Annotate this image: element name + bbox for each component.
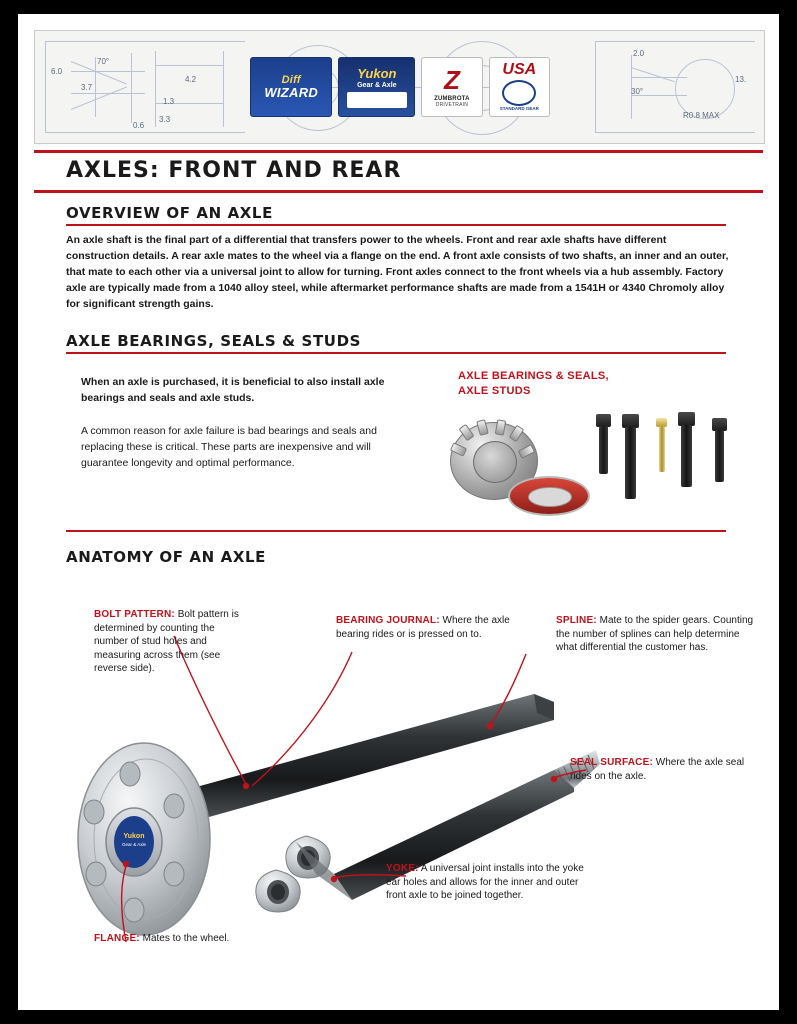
stud-shaft-3 bbox=[659, 426, 665, 472]
bp-label-3: 3.7 bbox=[81, 83, 93, 92]
logo-yukon bbox=[338, 57, 415, 117]
bp-label-4: 1.3 bbox=[163, 97, 175, 106]
stud-shaft-1 bbox=[599, 426, 608, 474]
bp-label-6: 3.3 bbox=[159, 115, 171, 124]
callout-seal-surface bbox=[570, 756, 756, 783]
bearings-caption-line2: AXLE STUDS bbox=[458, 385, 531, 397]
callout-bolt-pattern bbox=[94, 608, 244, 676]
callout-bearing-journal-term: BEARING JOURNAL: bbox=[336, 615, 440, 626]
bearings-caption-line1: AXLE BEARINGS & SEALS, bbox=[458, 370, 609, 382]
callout-yoke bbox=[386, 862, 596, 903]
svg-text:Gear & Axle: Gear & Axle bbox=[121, 842, 147, 847]
logo-diff-wizard-line2: WIZARD bbox=[264, 85, 319, 100]
callout-seal-surface-text: Where the axle seal rides on the axle. bbox=[570, 757, 745, 782]
logo-diff-wizard bbox=[250, 57, 332, 117]
overview-rule bbox=[66, 224, 726, 226]
title-rule-bottom bbox=[34, 190, 763, 193]
bp-label-9: 13. bbox=[735, 75, 747, 84]
overview-paragraph: An axle shaft is the final part of a differential that transfers power to the wheels. Front and rear axle shafts have different construction details. A rear axle mates to the wheel via a flange on the end. A front axle consists of two shafts, an inner and an outer, that mate to each other via a universal joint to allow for turning. Front axles connect to the front wheels via a hub assembly. Factory axle are typically made from a 1040 alloy steel, while aftermarket performance shafts are made from a 1541H or 4340 Chromoly alloy for significant strength gains. bbox=[66, 234, 729, 310]
bearings-paragraph-1: When an axle is purchased, it is beneficial to also install axle bearings and seals and axle studs. bbox=[81, 376, 385, 404]
callout-flange bbox=[94, 932, 334, 946]
bearings-paragraph-2: A common reason for axle failure is bad bearings and seals and replacing these is critical. These parts are inexpensive and will guarantee longevity and optimal performance. bbox=[81, 425, 377, 469]
bp-label-2: 4.2 bbox=[185, 75, 197, 84]
bearings-image-caption bbox=[458, 369, 678, 399]
svg-text:Yukon: Yukon bbox=[123, 833, 145, 840]
bp-label-10: R0.8 MAX bbox=[683, 111, 720, 120]
callout-seal-surface-term: SEAL SURFACE: bbox=[570, 757, 653, 768]
stud-head-2 bbox=[622, 414, 639, 428]
callout-bearing-journal-text: Where the axle bearing rides or is pressed on to. bbox=[336, 615, 510, 640]
logo-yukon-bar bbox=[347, 92, 407, 108]
header-blueprint-band bbox=[34, 30, 765, 144]
callout-yoke-text: A universal joint installs into the yoke ear holes and allows for the inner and outer front axle to be joined together. bbox=[386, 863, 584, 901]
page-title: AXLES: FRONT AND REAR bbox=[66, 158, 402, 183]
logo-usa-line2: STANDARD GEAR bbox=[499, 106, 539, 112]
logo-usa-line1: USA bbox=[502, 61, 537, 79]
bearings-rule bbox=[66, 352, 726, 354]
callout-yoke-term: YOKE: bbox=[386, 863, 419, 874]
logo-zumbrota-line2: ZUMBROTA bbox=[434, 95, 470, 102]
callout-spline-text: Mate to the spider gears. Counting the number of splines can help determine what differential the customer has. bbox=[556, 615, 754, 653]
axle-seal-icon bbox=[508, 476, 590, 516]
logo-diff-wizard-line1: Diff bbox=[281, 74, 301, 86]
logo-yukon-line2: Gear & Axle bbox=[357, 81, 397, 89]
stud-shaft-4 bbox=[681, 425, 692, 487]
callout-flange-text: Mates to the wheel. bbox=[139, 933, 230, 944]
logo-yukon-line1: Yukon bbox=[357, 65, 397, 81]
callout-flange-term: FLANGE: bbox=[94, 933, 140, 944]
callout-bolt-pattern-term: BOLT PATTERN: bbox=[94, 609, 175, 620]
bp-label-8: 30° bbox=[631, 87, 644, 96]
axle-flange bbox=[78, 743, 210, 935]
callout-bolt-pattern-text: Bolt pattern is determined by counting the number of stud holes and measuring across them (see reverse side). bbox=[94, 609, 239, 674]
stud-shaft-5 bbox=[715, 430, 724, 482]
bp-label-5: 0.6 bbox=[133, 121, 145, 130]
anatomy-rule bbox=[66, 530, 726, 532]
callout-spline bbox=[556, 614, 754, 655]
overview-heading: OVERVIEW OF AN AXLE bbox=[66, 204, 273, 222]
callout-spline-term: SPLINE: bbox=[556, 615, 597, 626]
bp-label-7: 2.0 bbox=[633, 49, 645, 58]
document-sheet bbox=[18, 14, 779, 1010]
brand-logo-strip bbox=[250, 37, 550, 137]
usa-seal-icon bbox=[502, 80, 536, 106]
title-rule-top bbox=[34, 150, 763, 153]
bp-label-0: 6.0 bbox=[51, 67, 63, 76]
stud-head-4 bbox=[678, 412, 695, 426]
logo-zumbrota bbox=[421, 57, 482, 117]
callout-bearing-journal bbox=[336, 614, 516, 641]
anatomy-heading: ANATOMY OF AN AXLE bbox=[66, 548, 266, 566]
bearings-heading: AXLE BEARINGS, SEALS & STUDS bbox=[66, 332, 362, 350]
logo-zumbrota-line3: DRIVETRAIN bbox=[435, 101, 469, 108]
stud-shaft-2 bbox=[625, 427, 636, 499]
logo-zumbrota-mark: Z bbox=[443, 64, 460, 95]
bp-label-1: 70° bbox=[97, 57, 110, 66]
logo-usa-standard-gear bbox=[489, 57, 550, 117]
